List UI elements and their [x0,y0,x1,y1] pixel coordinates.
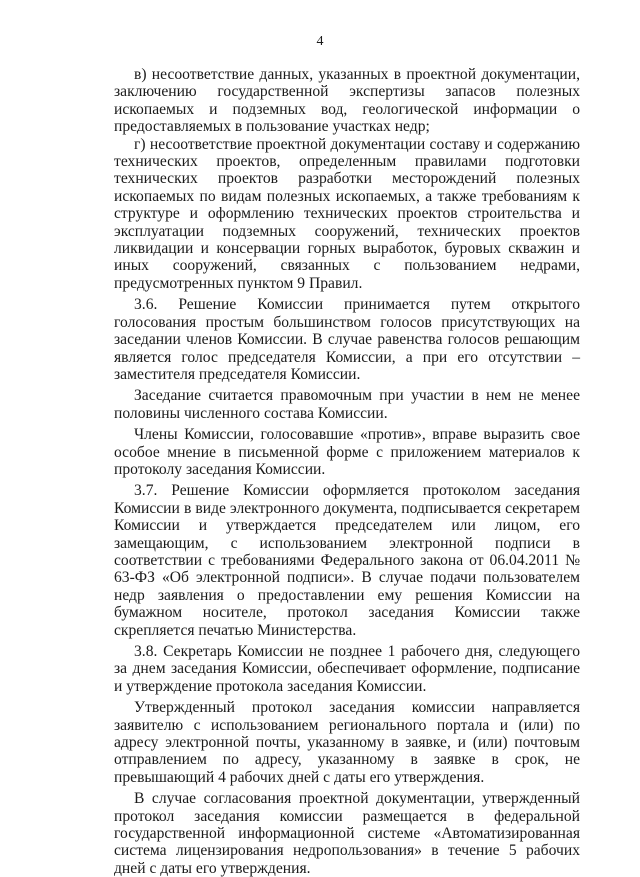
paragraph-protocol-delivery: Утвержденный протокол заседания комиссии направляется заявителю с использованием регионального портала и (или) по адресу электронной почты, указанному в заявке, и (или) почтовым отправлением по адресу, указанному в заявке в срок, не превышающий 4 рабочих дней с даты его утверждения. [114,699,580,786]
paragraph-v-data-mismatch: в) несоответствие данных, указанных в проектной документации, заключению государственной экспертизы запасов полезных ископаемых и подземных вод, геологической информации о предоставляемых в пользование участках недр; [114,66,580,136]
paragraph-protocol-publication: В случае согласования проектной документации, утвержденный протокол заседания комиссии размещается в федеральной государственной информационной системе «Автоматизированная система лицензирования недропользования» в течение 5 рабочих дней с даты его утверждения. [114,790,580,877]
paragraph-3-7-protocol: 3.7. Решение Комиссии оформляется протоколом заседания Комиссии в виде электронного документа, подписывается секретарем Комиссии и утверждается председателем или лицом, его замещающим, с использованием электронной подписи в соответствии с требованиями Федерального закона от 06.04.2011 № 63-ФЗ «Об электронной подписи». В случае подачи пользователем недр заявления о предоставлении ему решения Комиссии на бумажном носителе, протокол заседания Комиссии также скрепляется печатью Министерства. [114,482,580,639]
paragraph-3-6-voting: 3.6. Решение Комиссии принимается путем открытого голосования простым большинством голосов присутствующих на заседании членов Комиссии. В случае равенства голосов решающим является голос председателя Комиссии, а при его отсутствии – заместителя председателя Комиссии. [114,296,580,383]
paragraph-dissent: Члены Комиссии, голосовавшие «против», вправе выразить свое особое мнение в письменной форме с приложением материалов к протоколу заседания Комиссии. [114,426,580,478]
document-body [114,66,580,877]
page-number: 4 [316,34,324,49]
paragraph-3-8-secretary: 3.8. Секретарь Комиссии не позднее 1 рабочего дня, следующего за днем заседания Комиссии, обеспечивает оформление, подписание и утверждение протокола заседания Комиссии. [114,643,580,695]
paragraph-g-project-mismatch: г) несоответствие проектной документации составу и содержанию технических проектов, определенным правилами подготовки технических проектов разработки месторождений полезных ископаемых по видам полезных ископаемых, а также требованиям к структуре и оформлению технических проектов строительства и эксплуатации подземных сооружений, технических проектов ликвидации и консервации горных выработок, буровых скважин и иных сооружений, связанных с пользованием недрами, предусмотренных пунктом 9 Правил. [114,135,580,292]
paragraph-quorum: Заседание считается правомочным при участии в нем не менее половины численного состава Комиссии. [114,387,580,422]
